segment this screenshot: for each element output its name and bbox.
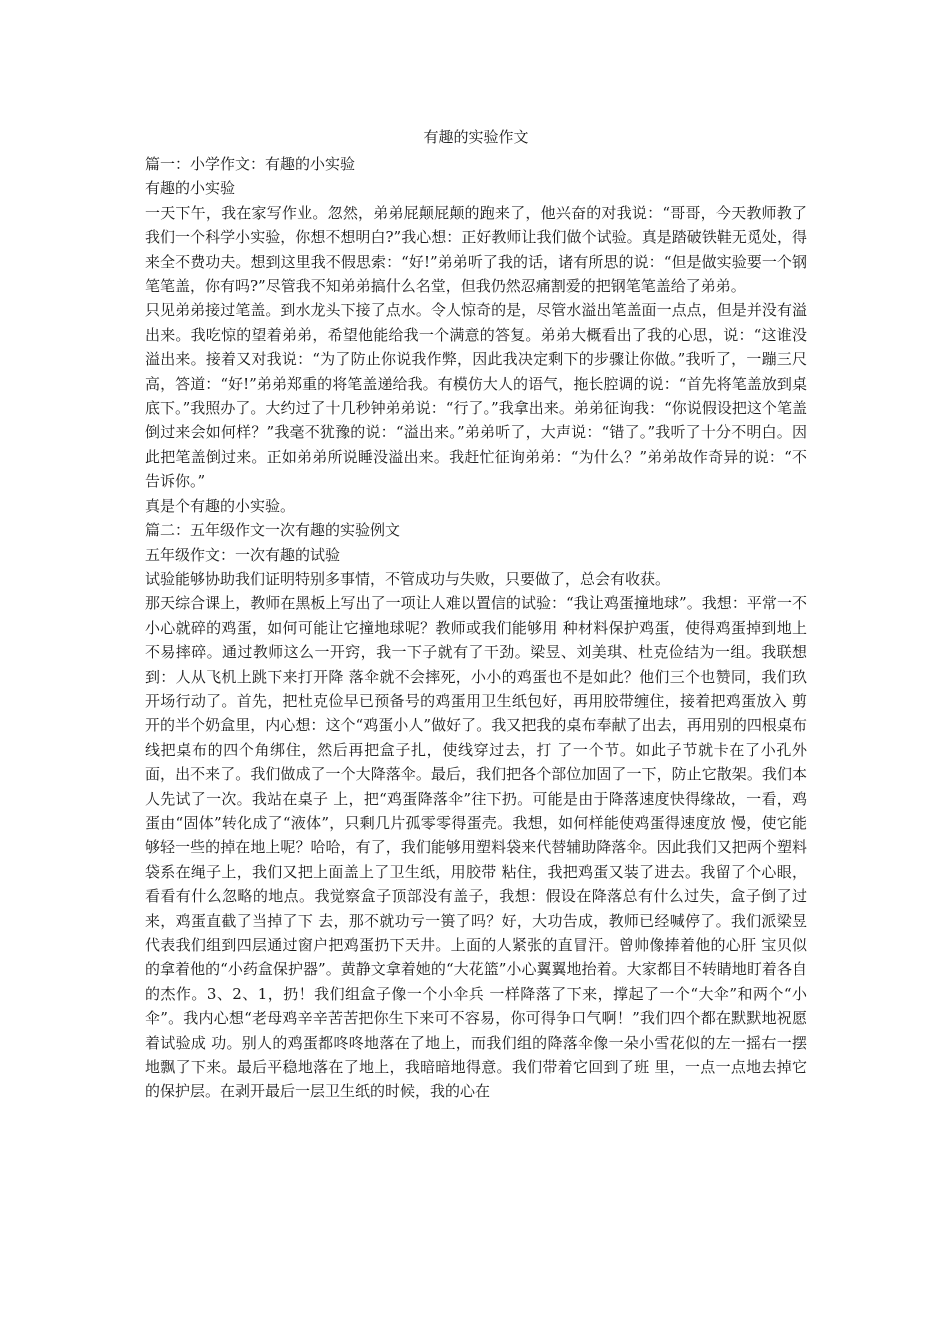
document-title: 有趣的实验作文 [423, 128, 529, 146]
section-1-heading: 篇一：小学作文：有趣的小实验 [145, 155, 356, 173]
section-1-paragraph: 只见弟弟接过笔盖。到水龙头下接了点水。令人惊奇的是，尽管水溢出笔盖面一点点，但是并没有溢出来。我吃惊的望着弟弟，希望他能给我一个满意的答复。弟弟大概看出了我的心思，说：“这谁没溢出来。接着又对我说：“为了防止你说我作弊，因此我决定剩下的步骤让你做。”我听了，一蹦三尺高，答道：“好!”弟弟郑重的将笔盖递给我。有模仿大人的语气，拖长腔调的说：“首先将笔盖放到桌底下。”我照办了。大约过了十几秒钟弟弟说：“行了。”我拿出来。弟弟征询我：“你说假设把这个笔盖倒过来会如何样？”我毫不犹豫的说：“溢出来。”弟弟听了，大声说：“错了。”我听了十分不明白。因此把笔盖倒过来。正如弟弟所说睡没溢出来。我赶忙征询弟弟：“为什么？”弟弟故作奇异的说：“不告诉你。” [145, 301, 807, 491]
section-2-paragraph: 试验能够协助我们证明特别多事情，不管成功与失败，只要做了，总会有收获。 [145, 569, 671, 588]
section-1-paragraph: 真是个有趣的小实验。 [145, 496, 296, 515]
section-1-paragraph: 一天下午，我在家写作业。忽然，弟弟屁颠屁颠的跑来了，他兴奋的对我说：“哥哥，今天教师教了我们一个科学小实验，你想不想明白?”我心想：正好教师让我们做个试验。真是踏破铁鞋无觅处，得来全不费功夫。想到这里我不假思索：“好!”弟弟听了我的话，诸有所思的说：“但是做实验要一个钢笔笔盖，你有吗?”尽管我不知弟弟搞什么名堂，但我仍然忍痛割爱的把钢笔笔盖给了弟弟。 [145, 203, 807, 296]
section-2-subheading: 五年级作文：一次有趣的试验 [145, 545, 341, 564]
section-1-subheading: 有趣的小实验 [145, 179, 236, 198]
section-2-heading: 篇二：五年级作文一次有趣的实验例文 [145, 521, 401, 540]
section-2-paragraph: 那天综合课上，教师在黑板上写出了一项让人难以置信的试验：“我让鸡蛋撞地球”。我想：平常一不小心就碎的鸡蛋，如何可能让它撞地球呢？教师或我们能够用 种材料保护鸡蛋，使得鸡蛋掉到地上不易摔碎。通过教师这么一开窍，我一下子就有了干劲。梁昱、刘美琪、杜克俭结为一组。我联想到：人从飞机上跳下来打开降 落伞就不会摔死，小小的鸡蛋也不是如此？他们三个也赞同，我们玖开场行动了。首先，把杜克俭早已预备号的鸡蛋用卫生纸包好，再用胶带缠住，接着把鸡蛋放入 剪开的半个奶盒里，内心想：这个“鸡蛋小人”做好了。我又把我的桌布奉献了出去，再用别的四根桌布线把桌布的四个角绑住，然后再把盒子扎，使线穿过去，打 了一个节。如此子节就卡在了小孔外面，出不来了。我们做成了一个大降落伞。最后，我们把各个部位加固了一下，防止它散架。我们本人先试了一次。我站在桌子 上，把“鸡蛋降落伞”往下扔。可能是由于降落速度快得缘故，一看，鸡蛋由“固体”转化成了“液体”，只剩几片孤零零得蛋壳。我想，如何样能使鸡蛋得速度放 慢，使它能够轻一些的掉在地上呢？哈哈，有了，我们能够用塑料袋来代替辅助降落伞。因此我们又把两个塑料袋系在绳子上，我们又把上面盖上了卫生纸，用胶带 粘住，我把鸡蛋又装了进去。我留了个心眼，看看有什么忽略的地点。我觉察盒子顶部没有盖子，我想：假设在降落总有什么过失，盒子倒了过来，鸡蛋直截了当掉了下 去，那不就功亏一篑了吗？好，大功告成，教师已经喊停了。我们派梁昱代表我们组到四层通过窗户把鸡蛋扔下天井。上面的人紧张的直冒汗。曾帅像捧着他的心肝 宝贝似的拿着他的“小药盒保护器”。黄静文拿着她的“大花篮”小心翼翼地抬着。大家都目不转睛地盯着各自的杰作。3、2、1，扔！我们组盒子像一个小伞兵 一样降落了下来，撑起了一个“大伞”和两个“小伞”。我内心想“老母鸡辛辛苦苦把你生下来可不容易，你可得争口气啊！”我们四个都在默默地祝愿着试验成 功。别人的鸡蛋都咚咚地落在了地上，而我们组的降落伞像一朵小雪花似的左一摇右一摆地飘了下来。最后平稳地落在了地上，我暗暗地得意。我们带着它回到了班 里，一点一点地去掉它的保护层。在剥开最后一层卫生纸的时候，我的心在 [145, 594, 807, 1101]
document-page [145, 122, 807, 1104]
